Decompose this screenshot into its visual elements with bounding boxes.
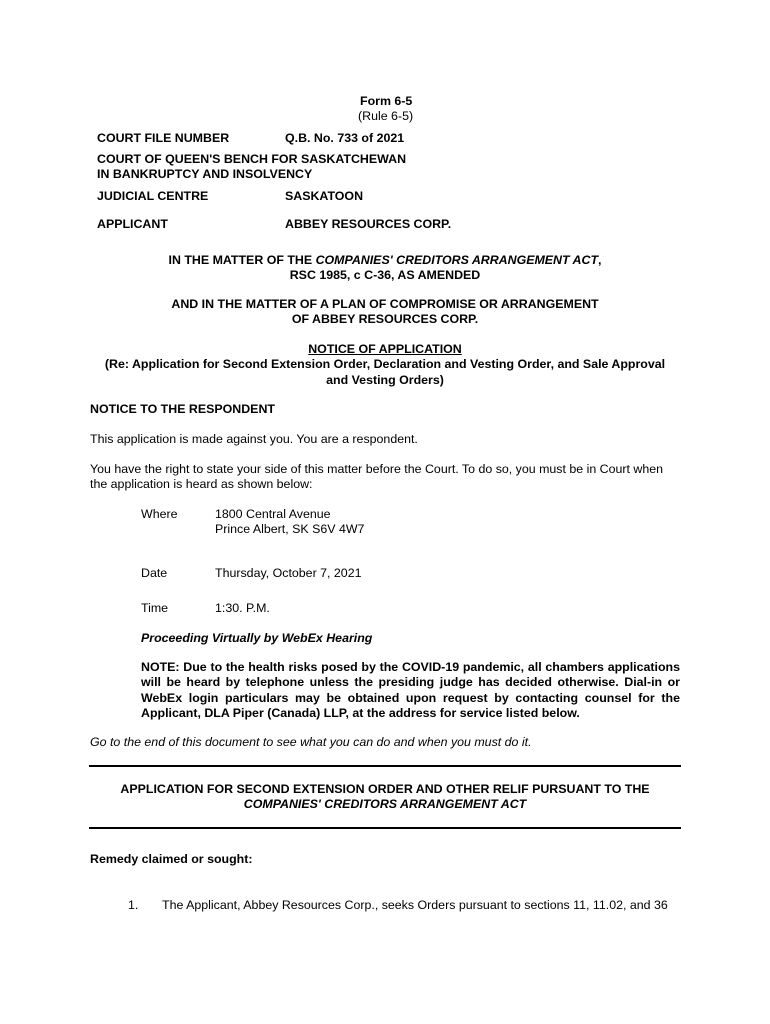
item-1-number: 1. <box>128 898 139 912</box>
go-to-end-instruction: Go to the end of this document to see what you can do and when you must do it. <box>90 735 532 749</box>
date-value: Thursday, October 7, 2021 <box>215 566 362 580</box>
notice-title <box>0 342 770 357</box>
matter-line-1 <box>0 253 770 268</box>
where-address-line-1: 1800 Central Avenue <box>215 507 331 521</box>
notice-subtitle-line-1: (Re: Application for Second Extension Order, Declaration and Vesting Order, and Sale Approval <box>104 357 666 371</box>
court-file-number-value: Q.B. No. 733 of 2021 <box>285 131 405 145</box>
where-address-line-2: Prince Albert, SK S6V 4W7 <box>215 522 365 536</box>
matter-line-1-prefix: IN THE MATTER OF THE <box>168 253 316 267</box>
paragraph-respondent: This application is made against you. You are a respondent. <box>90 432 418 446</box>
matter-act-name: COMPANIES' CREDITORS ARRANGEMENT ACT <box>315 253 599 267</box>
matter-line-2: RSC 1985, c C-36, AS AMENDED <box>289 268 481 282</box>
notice-title-text: NOTICE OF APPLICATION <box>308 342 462 356</box>
applicant-value: ABBEY RESOURCES CORP. <box>285 217 452 231</box>
application-heading-line-2: COMPANIES' CREDITORS ARRANGEMENT ACT <box>243 797 527 811</box>
virtual-hearing-note: Proceeding Virtually by WebEx Hearing <box>141 631 373 645</box>
court-file-number-label: COURT FILE NUMBER <box>97 131 230 145</box>
judicial-centre-value: SASKATOON <box>285 189 364 203</box>
rule-reference: (Rule 6-5) <box>358 109 414 123</box>
application-heading-line-1: APPLICATION FOR SECOND EXTENSION ORDER AND OTHER RELIF PURSUANT TO THE <box>120 782 650 796</box>
matter-line-3: AND IN THE MATTER OF A PLAN OF COMPROMISE OR ARRANGEMENT <box>171 297 599 311</box>
matter-line-1-suffix: , <box>598 253 602 267</box>
matter-line-4: OF ABBEY RESOURCES CORP. <box>291 312 479 326</box>
court-name-line-1: COURT OF QUEEN'S BENCH FOR SASKATCHEWAN <box>97 152 407 166</box>
divider-bottom <box>89 827 681 829</box>
notice-subtitle-line-2: and Vesting Orders) <box>326 373 444 387</box>
form-number: Form 6-5 <box>360 94 413 108</box>
court-name-line-2: IN BANKRUPTCY AND INSOLVENCY <box>97 167 313 181</box>
time-label: Time <box>141 601 169 615</box>
respondent-heading: NOTICE TO THE RESPONDENT <box>90 402 275 416</box>
time-value: 1:30. P.M. <box>215 601 270 615</box>
remedy-heading: Remedy claimed or sought: <box>90 852 253 866</box>
judicial-centre-label: JUDICIAL CENTRE <box>97 189 209 203</box>
covid-note: NOTE: Due to the health risks posed by the COVID-19 pandemic, all chambers applications will be heard by telephone unless the presiding judge has decided otherwise. Dial-in or WebEx login particulars may be obtained upon request by contacting counsel for the Applicant, DLA Piper (Canada) LLP, at the address for service listed below. <box>141 660 680 720</box>
where-label: Where <box>141 507 178 521</box>
paragraph-right-to-state-line-2: the application is heard as shown below: <box>90 477 313 491</box>
date-label: Date <box>141 566 168 580</box>
applicant-label: APPLICANT <box>97 217 168 231</box>
divider-top <box>89 765 681 767</box>
item-1-text: The Applicant, Abbey Resources Corp., seeks Orders pursuant to sections 11, 11.02, and 36 <box>162 898 668 912</box>
paragraph-right-to-state-line-1: You have the right to state your side of this matter before the Court. To do so, you must be in Court when <box>90 462 664 476</box>
